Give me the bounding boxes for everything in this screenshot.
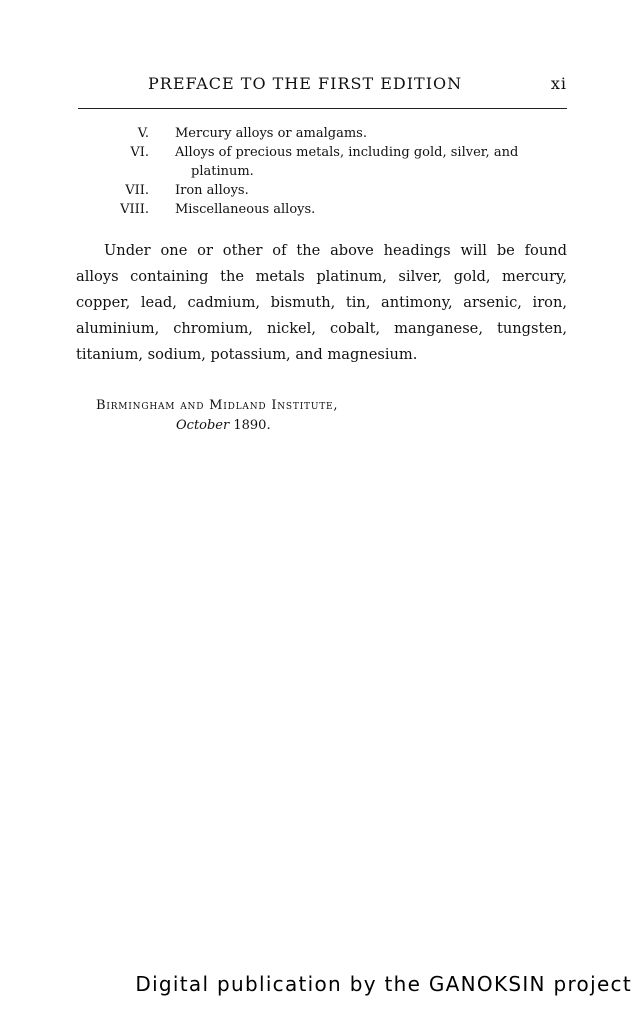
list-item-number: VII. [125,183,149,198]
header-rule [78,108,567,109]
body-paragraph [76,238,567,368]
page-header [78,74,567,96]
signature-date [96,416,338,436]
running-title: PREFACE TO THE FIRST EDITION [148,74,463,93]
list-item-text: Iron alloys. [175,183,249,198]
page-number: xi [550,74,567,93]
paragraph-line: titanium, sodium, potassium, and magnesium. [76,346,418,363]
list-item-text: Miscellaneous alloys. [175,202,316,217]
signature-institute: Birmingham and Midland Institute, [96,398,339,413]
list-item [78,124,567,143]
list-item [78,200,567,219]
paragraph-line: alloys containing the metals platinum, silver, gold, mercury, [76,268,567,285]
paragraph-line: aluminium, chromium, nickel, cobalt, manganese, tungsten, [76,320,567,337]
list-item-number: VI. [130,145,149,160]
list-item-continuation: platinum. [191,164,254,179]
signature-month: October [176,418,230,433]
list-item-number: V. [137,126,149,141]
signature-year: 1890. [233,418,271,433]
paragraph-line: Under one or other of the above headings will be found [104,242,567,259]
list-item-text: Alloys of precious metals, including gold, silver, and [175,145,519,160]
list-item [78,181,567,200]
list-item-number: VIII. [120,202,149,217]
paragraph-line: copper, lead, cadmium, bismuth, tin, antimony, arsenic, iron, [76,294,567,311]
list-item [78,143,567,181]
signature-block [96,396,338,436]
enumerated-list [78,124,567,219]
list-item-text: Mercury alloys or amalgams. [175,126,367,141]
footer-credit: Digital publication by the GANOKSIN project [135,972,632,996]
